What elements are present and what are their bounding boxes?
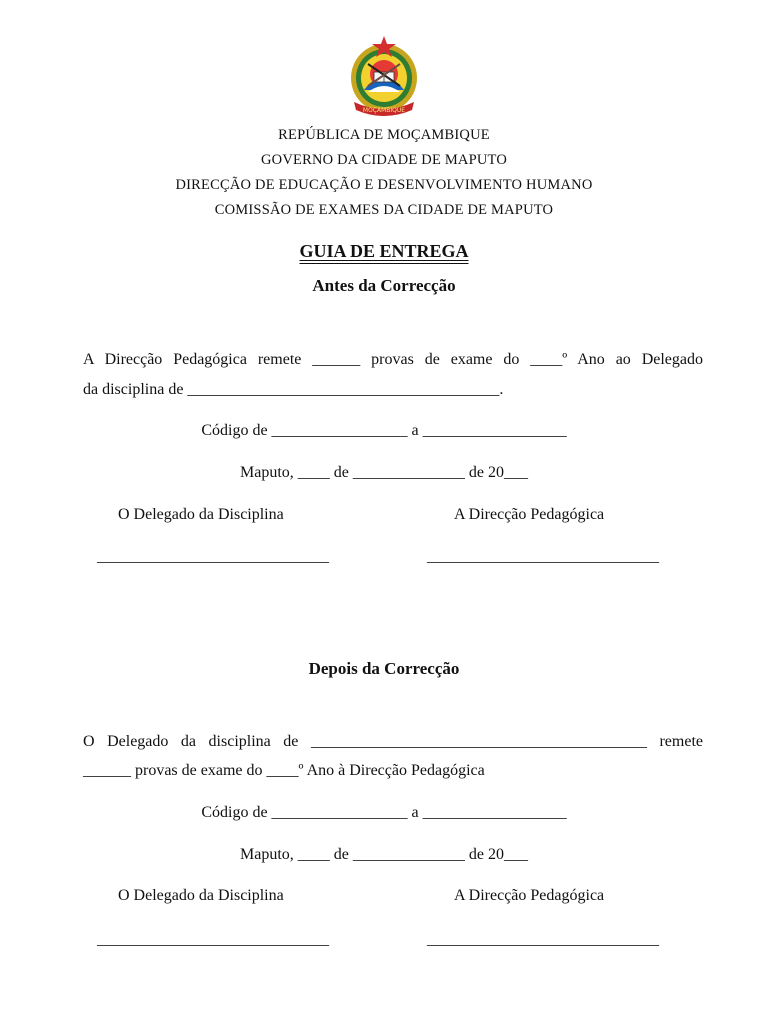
header-line-direction: DIRECÇÃO DE EDUCAÇÃO E DESENVOLVIMENTO HUMANO <box>175 177 593 193</box>
after-heading: Depois da Correcção <box>308 659 460 678</box>
header-line-republic: REPÚBLICA DE MOÇAMBIQUE <box>278 127 490 143</box>
before-code-line: Código de _________________ a __________________ <box>201 422 567 439</box>
emblem-ribbon-text: MOÇAMBIQUE <box>362 107 406 114</box>
before-paragraph-line1: A Direcção Pedagógica remete ______ provas de exame do ____º Ano ao Delegado <box>83 351 703 368</box>
after-signature-direction-label: A Direcção Pedagógica <box>454 887 605 904</box>
before-signature-delegate-line: _____________________________ <box>97 548 329 565</box>
after-signature-delegate-label: O Delegado da Disciplina <box>118 887 284 904</box>
before-date-line: Maputo, ____ de ______________ de 20___ <box>240 464 528 481</box>
after-paragraph-line2: ______ provas de exame do ____º Ano à Direcção Pedagógica <box>83 762 485 779</box>
header-line-government: GOVERNO DA CIDADE DE MAPUTO <box>261 152 507 168</box>
before-signature-delegate-label: O Delegado da Disciplina <box>118 506 284 523</box>
before-signature-direction-line: _____________________________ <box>427 548 659 565</box>
coat-of-arms-icon <box>346 34 422 118</box>
document-title-text: GUIA DE ENTREGA <box>299 241 469 261</box>
header-line-commission: COMISSÃO DE EXAMES DA CIDADE DE MAPUTO <box>214 202 554 218</box>
after-signature-delegate-line: _____________________________ <box>97 931 329 948</box>
after-date-line: Maputo, ____ de ______________ de 20___ <box>240 846 528 863</box>
after-code-line: Código de _________________ a __________________ <box>201 804 567 821</box>
after-signature-direction-line: _____________________________ <box>427 931 659 948</box>
before-signature-direction-label: A Direcção Pedagógica <box>454 506 605 523</box>
document-title <box>0 241 768 262</box>
after-paragraph-line1: O Delegado da disciplina de __________________________________________ remete <box>83 733 703 750</box>
before-heading: Antes da Correcção <box>312 276 456 295</box>
before-paragraph-line2: da disciplina de _______________________________________. <box>83 381 504 398</box>
